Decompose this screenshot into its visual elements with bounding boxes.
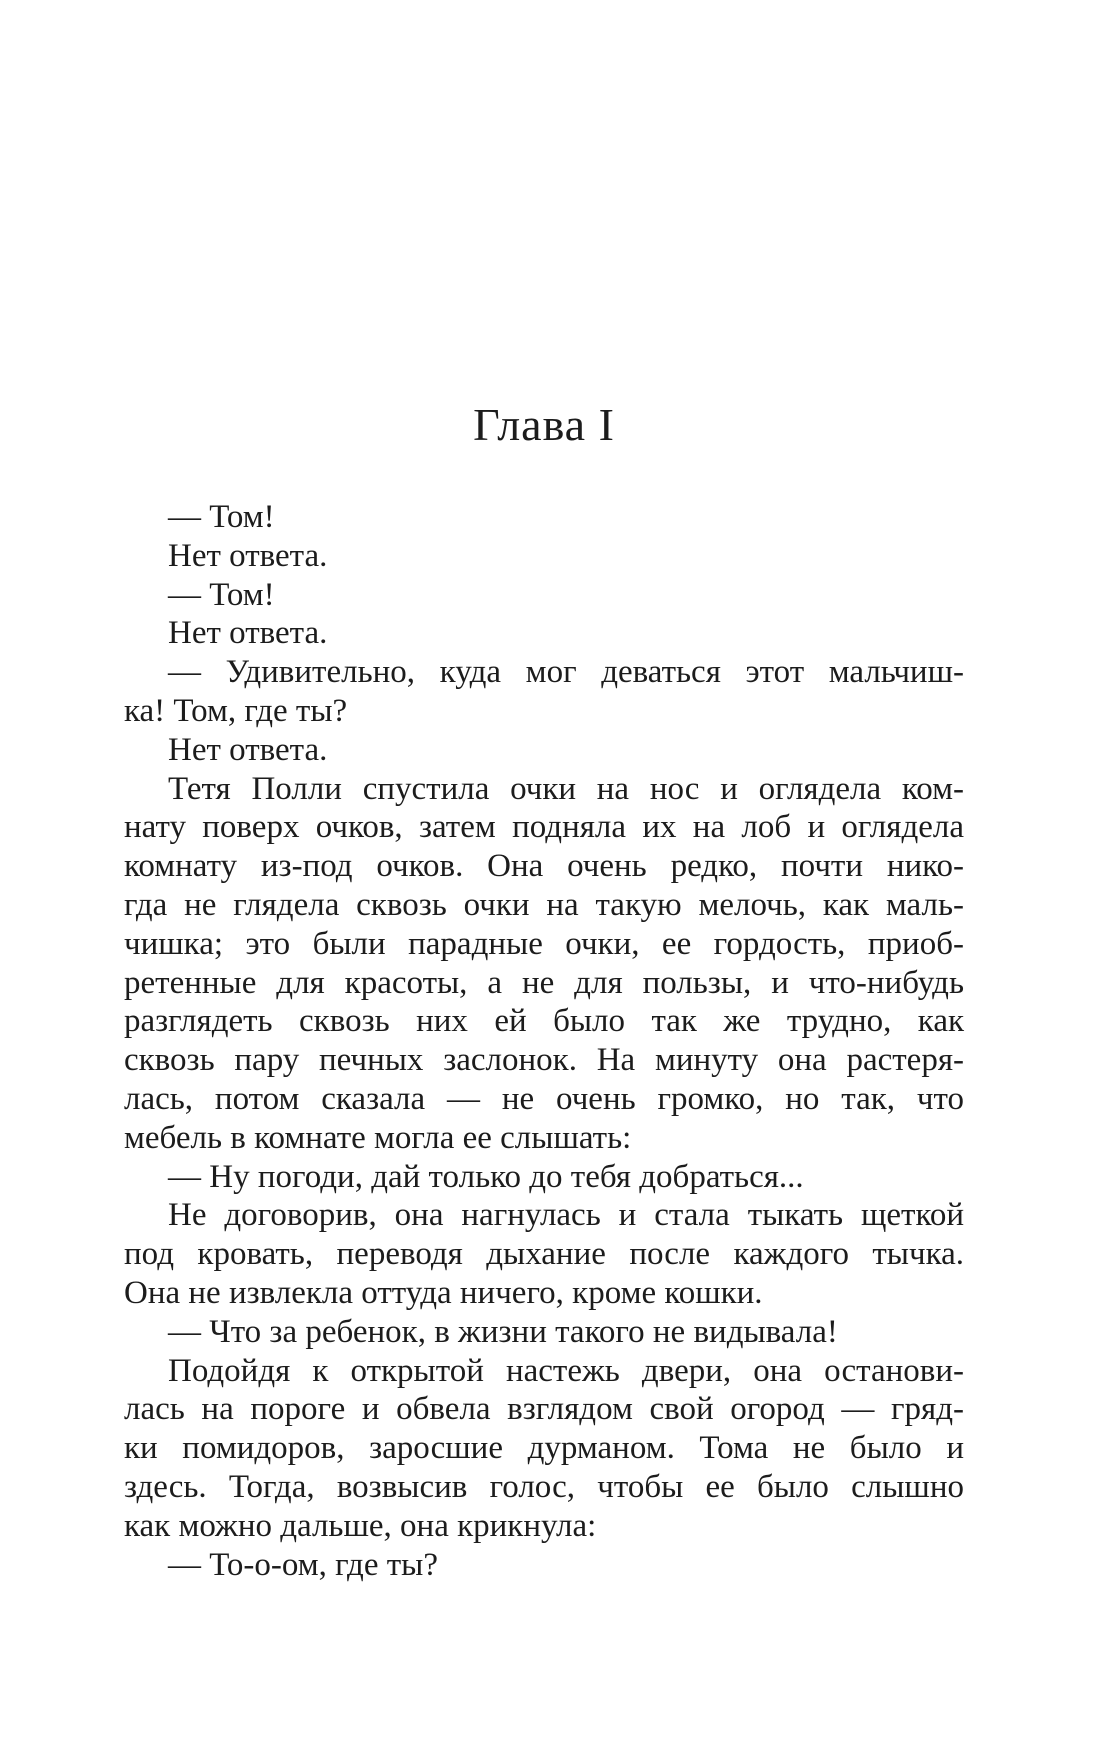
- chapter-title: Глава I: [473, 399, 615, 450]
- text-line: — Что за ребенок, в жизни такого не видывала!: [168, 1313, 838, 1350]
- text-line: — Том!: [168, 499, 275, 535]
- text-line: комнату из-под очков. Она очень редко, почти нико-: [124, 848, 964, 885]
- text-line: под кровать, переводя дыхание после каждого тычка.: [124, 1236, 964, 1273]
- text-line: Нет ответа.: [168, 615, 328, 652]
- text-line: Подойдя к открытой настежь двери, она останови-: [168, 1352, 964, 1389]
- text-line: Нет ответа.: [168, 537, 328, 574]
- text-line: разглядеть сквозь них ей было так же трудно, как: [124, 1003, 964, 1040]
- text-line: лась на пороге и обвела взглядом свой огород — гряд-: [124, 1391, 964, 1428]
- text-line: — Ну погоди, дай только до тебя добраться...: [168, 1158, 804, 1195]
- text-line: лась, потом сказала — не очень громко, но так, что: [124, 1080, 964, 1117]
- text-line: гда не глядела сквозь очки на такую мелочь, как маль-: [124, 886, 964, 923]
- text-line: ка! Том, где ты?: [124, 692, 348, 729]
- text-line: — Том!: [168, 576, 275, 613]
- text-line: нату поверх очков, затем подняла их на лоб и оглядела: [124, 809, 964, 846]
- text-block: [124, 498, 964, 1584]
- text-line: Нет ответа.: [168, 731, 328, 768]
- text-line: — То-о-ом, где ты?: [168, 1546, 438, 1583]
- text-line: ки помидоров, заросшие дурманом. Тома не было и: [124, 1430, 964, 1467]
- text-line: ретенные для красоты, а не для пользы, и что-нибудь: [124, 964, 964, 1001]
- text-line: сквозь пару печных заслонок. На минуту она растеря-: [124, 1042, 964, 1079]
- text-line: чишка; это были парадные очки, ее гордость, приоб-: [124, 925, 964, 962]
- text-line: как можно дальше, она крикнула:: [124, 1507, 597, 1544]
- text-line: здесь. Тогда, возвысив голос, чтобы ее было слышно: [124, 1468, 964, 1505]
- text-line: — Удивительно, куда мог деваться этот мальчиш-: [168, 654, 964, 691]
- text-line: Она не извлекла оттуда ничего, кроме кошки.: [124, 1274, 763, 1311]
- text-line: Тетя Полли спустила очки на нос и оглядела ком-: [168, 770, 964, 807]
- text-line: мебель в комнате могла ее слышать:: [124, 1119, 632, 1156]
- text-line: Не договорив, она нагнулась и стала тыкать щеткой: [168, 1197, 964, 1234]
